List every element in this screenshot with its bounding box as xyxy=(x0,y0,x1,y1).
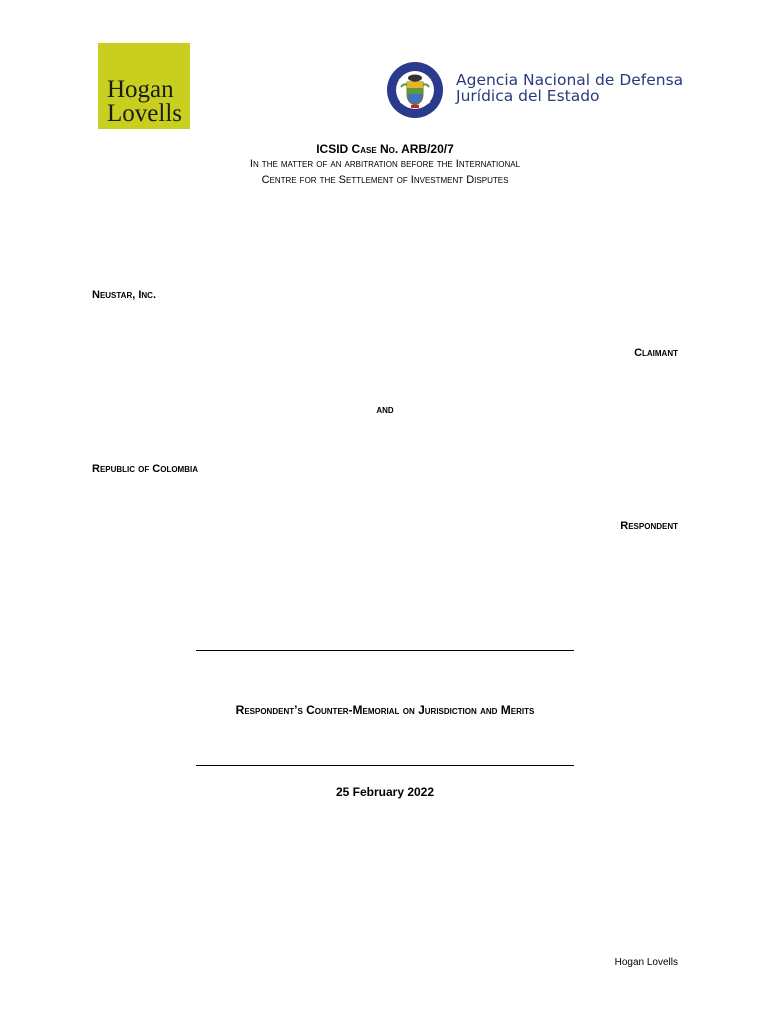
logo-text-line2: Lovells xyxy=(107,100,182,127)
agency-logo-text xyxy=(456,72,683,104)
claimant-name: Neustar, Inc. xyxy=(92,289,157,301)
agency-name-line2: Jurídica del Estado xyxy=(456,87,600,105)
respondent-name: Republic of Colombia xyxy=(92,463,198,475)
footer-firm-name: Hogan Lovells xyxy=(614,957,678,968)
respondent-role: Respondent xyxy=(620,520,678,532)
divider-bottom xyxy=(196,765,574,766)
document-date: 25 February 2022 xyxy=(335,785,435,799)
case-number: ICSID Case No. ARB/20/7 xyxy=(316,142,454,156)
matter-line-1: In the matter of an arbitration before the International xyxy=(249,158,521,170)
matter-line-2: Centre for the Settlement of Investment Disputes xyxy=(261,174,509,186)
colombia-coat-of-arms-icon xyxy=(386,61,444,119)
divider-top xyxy=(196,650,574,651)
agency-name-line1: Agencia Nacional de Defensa xyxy=(456,71,684,89)
party-conjunction: and xyxy=(376,404,394,416)
logo-text-line1: Hogan xyxy=(107,76,174,103)
hogan-lovells-logo xyxy=(98,43,190,129)
claimant-role: Claimant xyxy=(634,347,678,359)
document-title: Respondent’s Counter-Memorial on Jurisdiction and Merits xyxy=(235,703,535,717)
